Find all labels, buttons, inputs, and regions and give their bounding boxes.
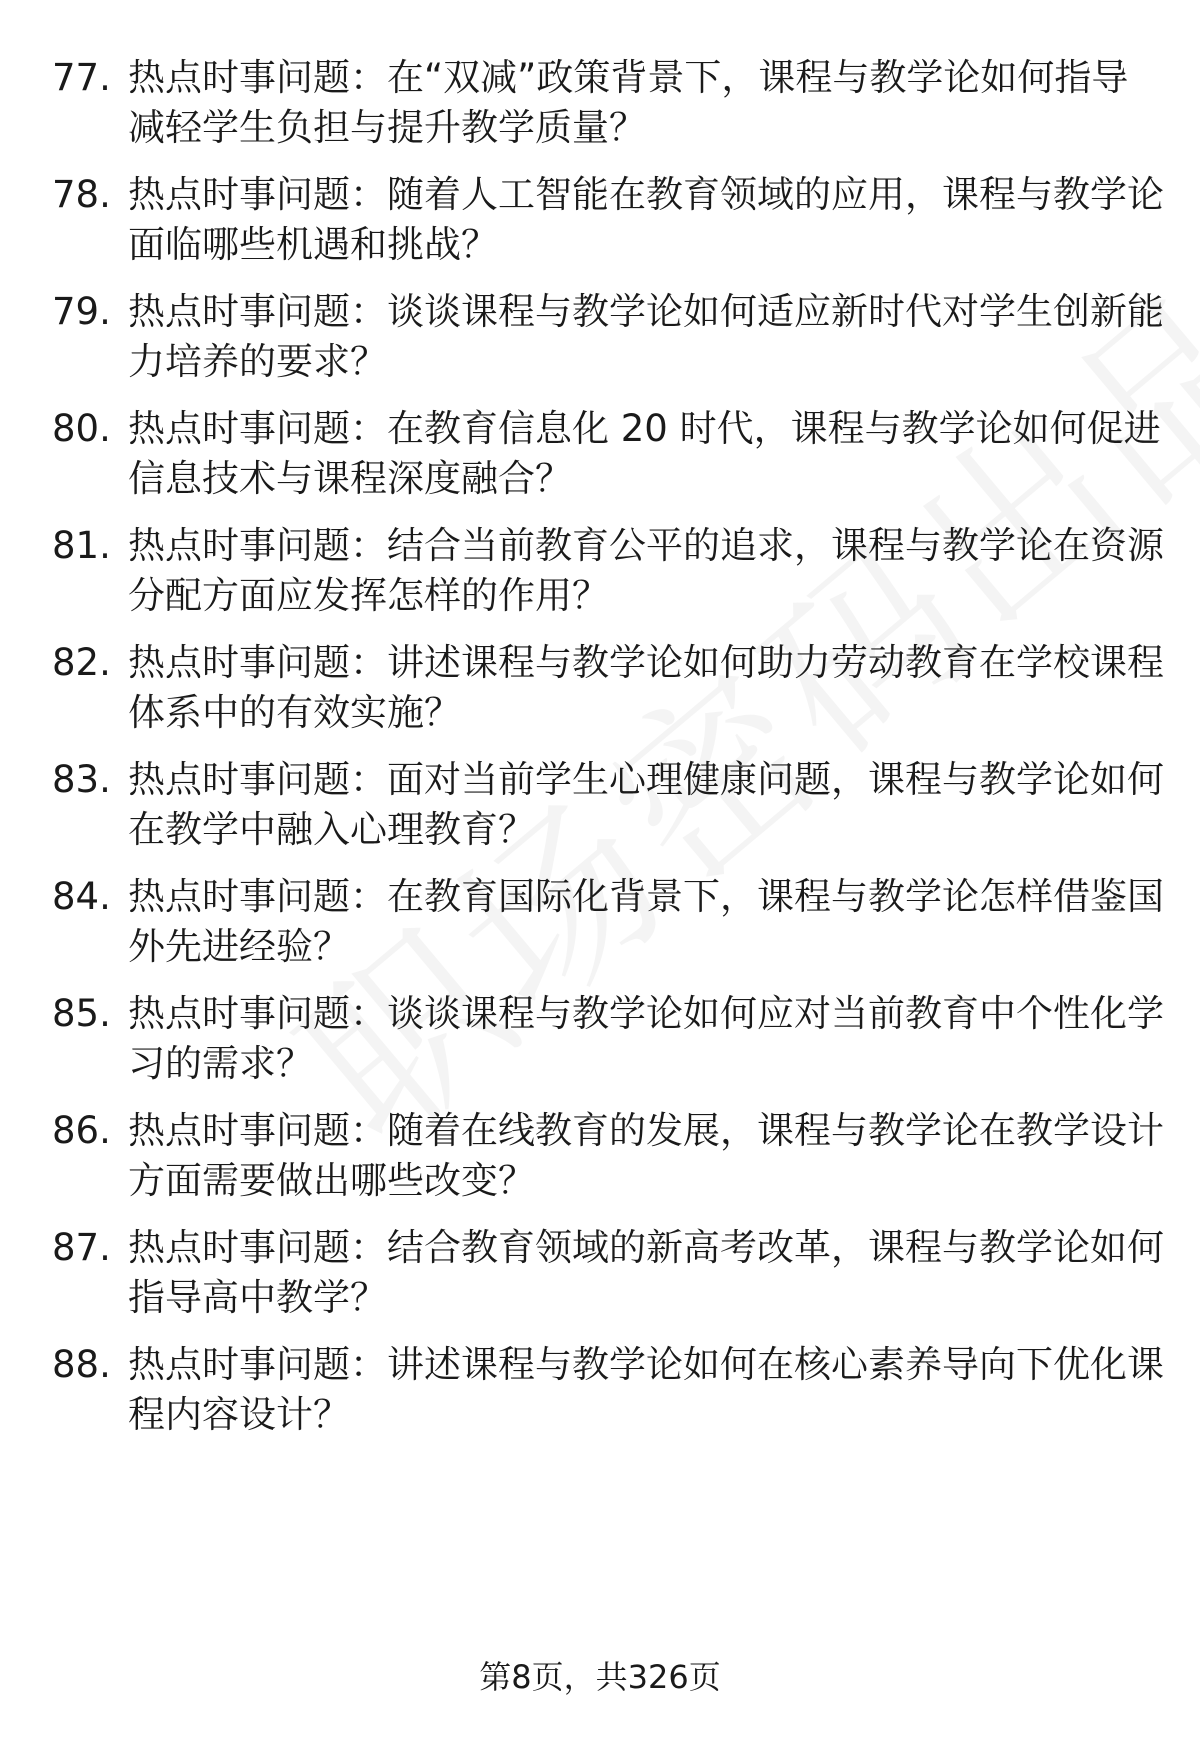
- question-text-line-1: 热点时事问题：在教育国际化背景下，课程与教学论怎样借鉴国: [128, 875, 1164, 918]
- question-text-line-1: 热点时事问题：结合当前教育公平的追求，课程与教学论在资源: [128, 524, 1164, 567]
- question-number: 79.: [52, 290, 111, 333]
- question-text-line-2: 习的需求？: [128, 1042, 313, 1085]
- page-number-footer: 第8页，共326页: [479, 1658, 721, 1696]
- question-number: 78.: [52, 173, 111, 216]
- question-number: 87.: [52, 1226, 111, 1269]
- question-number: 84.: [52, 875, 111, 918]
- question-text-line-1: 热点时事问题：面对当前学生心理健康问题，课程与教学论如何: [128, 758, 1164, 801]
- question-text-line-1: 热点时事问题：在“双减”政策背景下，课程与教学论如何指导: [128, 56, 1129, 99]
- question-text-line-2: 在教学中融入心理教育？: [128, 808, 535, 851]
- question-number: 82.: [52, 641, 111, 684]
- question-text-line-2: 程内容设计？: [128, 1393, 350, 1436]
- question-text-line-2: 减轻学生负担与提升教学质量？: [128, 106, 646, 149]
- question-text-line-2: 指导高中教学？: [128, 1276, 387, 1319]
- question-number: 85.: [52, 992, 111, 1035]
- question-text-line-2: 外先进经验？: [128, 925, 350, 968]
- question-text-line-2: 力培养的要求？: [128, 340, 387, 383]
- question-number: 80.: [52, 407, 111, 450]
- question-text-line-1: 热点时事问题：讲述课程与教学论如何在核心素养导向下优化课: [128, 1343, 1164, 1386]
- question-text-line-1: 热点时事问题：讲述课程与教学论如何助力劳动教育在学校课程: [128, 641, 1164, 684]
- question-text-line-2: 分配方面应发挥怎样的作用？: [128, 574, 609, 617]
- question-text-line-2: 面临哪些机遇和挑战？: [128, 223, 498, 266]
- question-text-line-1: 热点时事问题：谈谈课程与教学论如何适应新时代对学生创新能: [128, 290, 1164, 333]
- question-number: 83.: [52, 758, 111, 801]
- question-number: 86.: [52, 1109, 111, 1152]
- question-number: 88.: [52, 1343, 111, 1386]
- question-text-line-1: 热点时事问题：随着人工智能在教育领域的应用，课程与教学论: [128, 173, 1164, 216]
- question-number: 81.: [52, 524, 111, 567]
- question-text-line-1: 热点时事问题：结合教育领域的新高考改革，课程与教学论如何: [128, 1226, 1164, 1269]
- question-text-line-1: 热点时事问题：谈谈课程与教学论如何应对当前教育中个性化学: [128, 992, 1164, 1035]
- question-text-line-1: 热点时事问题：随着在线教育的发展，课程与教学论在教学设计: [128, 1109, 1164, 1152]
- question-text-line-2: 方面需要做出哪些改变？: [128, 1159, 535, 1202]
- question-text-line-2: 体系中的有效实施？: [128, 691, 461, 734]
- question-text-line-1: 热点时事问题：在教育信息化 20 时代，课程与教学论如何促进: [128, 407, 1161, 450]
- question-text-line-2: 信息技术与课程深度融合？: [128, 457, 572, 500]
- question-number: 77.: [52, 56, 111, 99]
